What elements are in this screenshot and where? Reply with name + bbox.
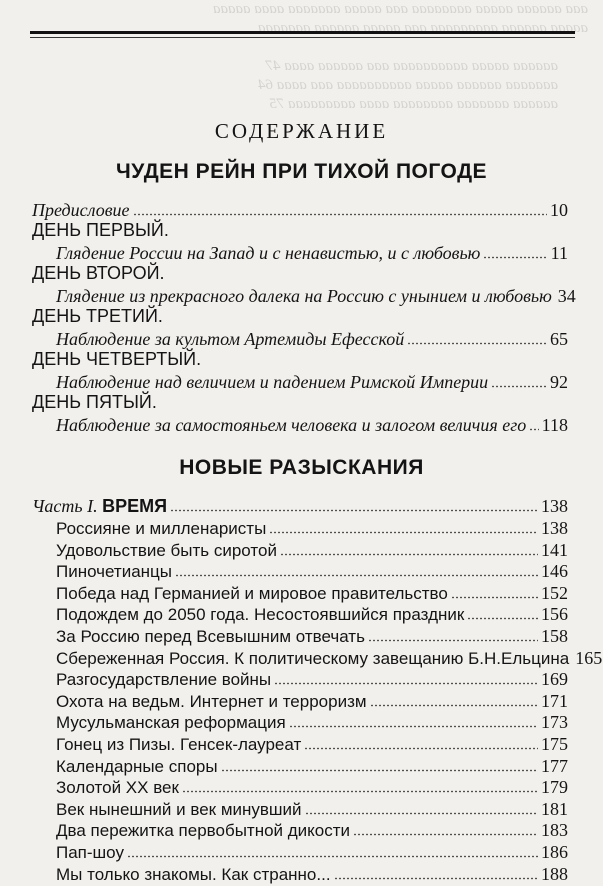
leader-dots: [467, 602, 538, 620]
leader-dots: [370, 689, 538, 707]
chapter-title: Два пережитка первобытной дикости: [56, 821, 351, 841]
leader-dots: [221, 754, 538, 772]
day-title: ДЕНЬ ПЕРВЫЙ.: [32, 220, 169, 240]
list-item[interactable]: [56, 559, 568, 583]
bleed-through-texture: ааа аааааа ааааа аааааааа ааа ааааа ааааааа аааа ааааа ааааа аааааа ааааааааа ааа ааааа аааааа ааааааа аааааа ааааа аааааааааа ааа аааааа аааа 47 ааааааа аааааа ааааа аааааааааа ааа аааа 64 аааааа ааааааа аааааааа аааа ааааааааа 75: [213, 1, 603, 112]
preface-label: Предисловие: [32, 200, 130, 220]
list-item[interactable]: [56, 797, 568, 821]
leader-dots: [182, 775, 538, 793]
part-entry[interactable]: [32, 494, 568, 517]
list-item[interactable]: [56, 862, 568, 886]
day-entry[interactable]: [56, 241, 568, 264]
page-number: 181: [541, 798, 568, 819]
part-name: ВРЕМЯ: [102, 496, 168, 516]
page-number: 179: [541, 777, 568, 798]
list-item[interactable]: [56, 710, 568, 734]
chapter-title: Разгосударствление войны: [56, 670, 272, 690]
day-subtitle: Наблюдение за самостояньем человека и залогом величия его: [56, 415, 527, 435]
top-rule-thick: [30, 31, 575, 34]
list-item[interactable]: [56, 775, 568, 799]
page-number: 177: [541, 755, 568, 776]
leader-dots: [491, 370, 547, 388]
day-subtitle: Глядение России на Запад и с ненавистью, и с любовью: [56, 243, 481, 263]
preface-entry[interactable]: [32, 198, 568, 221]
chapter-title: Век нынешний и век минувший: [56, 799, 302, 819]
list-item[interactable]: [56, 516, 568, 540]
leader-dots: [529, 413, 538, 431]
leader-dots: [127, 840, 538, 858]
chapter-title: Россияне и милленаристы: [56, 519, 267, 538]
page-number: 65: [550, 329, 568, 349]
page-number: 173: [541, 712, 568, 733]
page-number: 92: [550, 372, 568, 392]
leader-dots: [451, 581, 538, 599]
page-number: 11: [550, 243, 568, 263]
page-number: 183: [541, 820, 568, 841]
chapter-title: Подождем до 2050 года. Несостоявшийся праздник: [56, 605, 465, 625]
leader-dots: [334, 862, 538, 880]
list-item[interactable]: [56, 602, 568, 626]
day-title: ДЕНЬ ЧЕТВЕРТЫЙ.: [32, 349, 202, 369]
chapter-title: Гонец из Пизы. Генсек-лауреат: [56, 735, 302, 754]
day-entry[interactable]: [56, 327, 568, 350]
day-title: ДЕНЬ ВТОРОЙ.: [32, 263, 165, 283]
chapter-title: Календарные споры: [56, 756, 218, 776]
chapter-title: Пиночетианцы: [56, 562, 173, 582]
leader-dots: [305, 797, 538, 815]
leader-dots: [407, 327, 547, 345]
page-number: 152: [541, 582, 568, 603]
page-number: 188: [541, 863, 568, 884]
day-subtitle: Наблюдение над величием и падением Римской Империи: [56, 372, 489, 392]
day-entry[interactable]: [56, 284, 576, 307]
chapter-title: Победа над Германией и мировое правительство: [56, 583, 448, 603]
chapter-title: Охота на ведьм. Интернет и терроризм: [56, 691, 367, 711]
list-item[interactable]: [56, 689, 568, 713]
chapter-title: Сбереженная Россия. К политическому завещанию Б.Н.Ельцина: [56, 648, 570, 668]
page-number: 138: [541, 518, 568, 538]
leader-dots: [170, 494, 538, 512]
section-title-new-research: НОВЫЕ РАЗЫСКАНИЯ: [179, 456, 424, 479]
list-item[interactable]: [56, 840, 568, 864]
page-number: 146: [541, 561, 568, 582]
leader-dots: [280, 538, 538, 556]
page-number: 10: [550, 200, 568, 220]
page-number: 141: [541, 539, 568, 560]
page-number: 171: [541, 690, 568, 711]
leader-dots: [304, 732, 538, 750]
day-title: ДЕНЬ ПЯТЫЙ.: [32, 392, 157, 412]
list-item[interactable]: [56, 581, 568, 605]
day-subtitle: Наблюдение за культом Артемиды Ефесской: [56, 329, 405, 349]
page-number: 34: [557, 286, 576, 306]
leader-dots: [274, 667, 538, 685]
day-subtitle: Глядение из прекрасного далека на Россию с унынием и любовью: [56, 286, 552, 306]
section-title-rhine: ЧУДЕН РЕЙН ПРИ ТИХОЙ ПОГОДЕ: [115, 160, 488, 183]
page-number: 156: [541, 604, 568, 625]
leader-dots: [289, 710, 538, 728]
leader-dots: [368, 624, 538, 642]
page-number: 138: [541, 496, 568, 516]
leader-dots: [353, 818, 538, 836]
chapter-title: Мы только знакомы. Как странно...: [56, 864, 331, 884]
leader-dots: [175, 559, 538, 577]
list-item[interactable]: [56, 754, 568, 778]
page-number: 118: [541, 415, 568, 435]
chapter-title: Золотой XX век: [56, 778, 179, 798]
list-item[interactable]: [56, 538, 568, 562]
list-item[interactable]: [56, 624, 568, 648]
page-number: 175: [541, 734, 568, 754]
chapter-title: Мусульманская реформация: [56, 713, 286, 733]
chapter-title: Пап-шоу: [56, 843, 124, 862]
part-prefix: Часть I.: [32, 496, 98, 516]
page-number: 186: [541, 842, 568, 862]
page-number: 158: [541, 626, 568, 646]
day-entry[interactable]: [56, 370, 568, 393]
list-item[interactable]: [56, 818, 568, 842]
page-number: 169: [541, 669, 568, 690]
chapter-title: За Россию перед Всевышним отвечать: [56, 627, 365, 646]
leader-dots: [133, 198, 547, 216]
leader-dots: [483, 241, 547, 259]
list-item[interactable]: [56, 646, 603, 670]
top-rule-thin: [30, 37, 575, 38]
day-entry[interactable]: [56, 413, 568, 436]
contents-title: СОДЕРЖАНИЕ: [214, 119, 389, 143]
day-title: ДЕНЬ ТРЕТИЙ.: [32, 306, 163, 326]
leader-dots: [269, 516, 538, 534]
chapter-title: Удовольствие быть сиротой: [56, 540, 277, 560]
list-item[interactable]: [56, 732, 568, 756]
page-number: 165: [575, 647, 603, 668]
list-item[interactable]: [56, 667, 568, 691]
